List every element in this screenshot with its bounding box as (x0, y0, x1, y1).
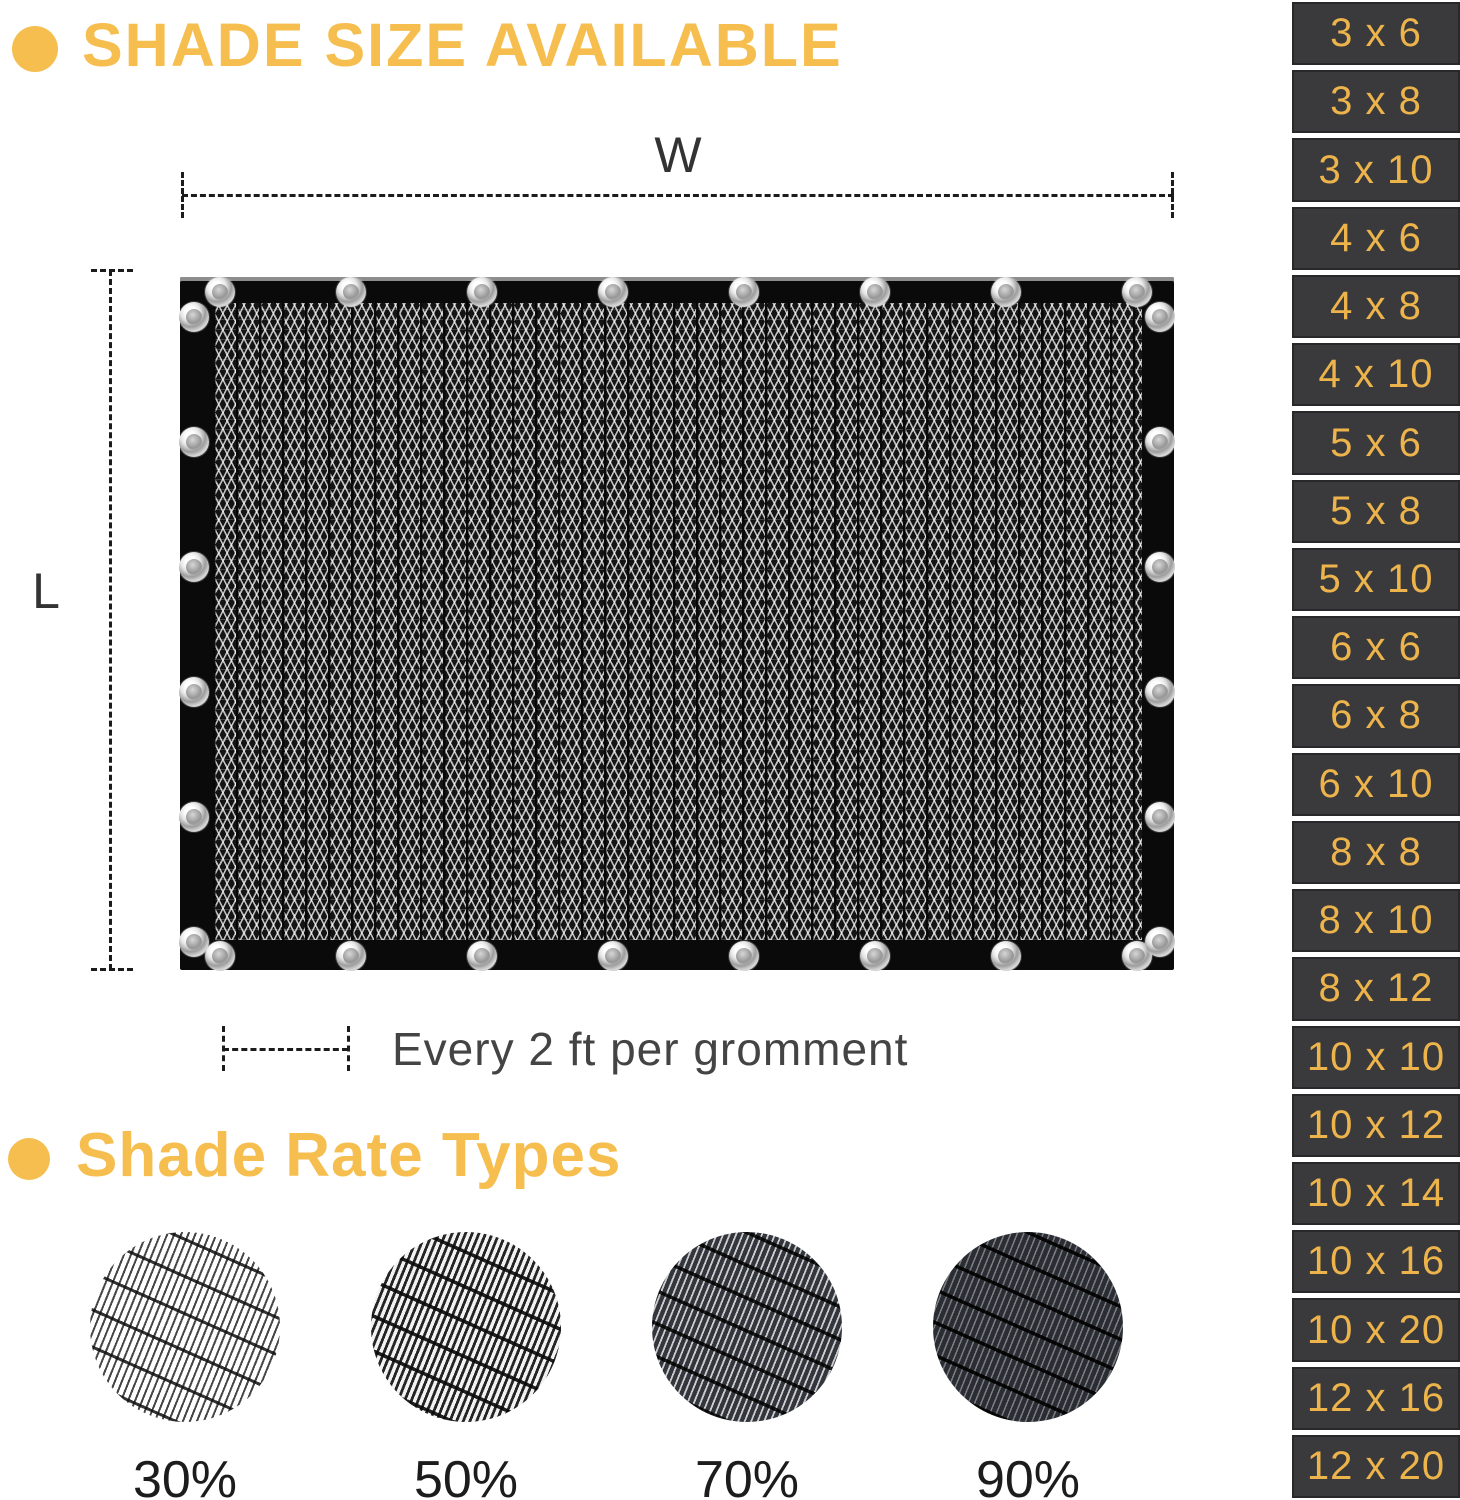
shade-mesh-texture (213, 303, 1142, 940)
grommet (205, 277, 235, 307)
grommet (1145, 802, 1175, 832)
shade-rate-title: Shade Rate Types (76, 1121, 622, 1190)
grommet (1145, 927, 1175, 957)
shade-size-title: SHADE SIZE AVAILABLE (82, 11, 843, 79)
size-chip: 5 x 10 (1292, 548, 1460, 611)
size-chip: 6 x 10 (1292, 753, 1460, 816)
size-chip: 4 x 6 (1292, 207, 1460, 270)
size-chip: 10 x 10 (1292, 1026, 1460, 1089)
mesh-sample-circle (652, 1232, 842, 1422)
size-chip: 12 x 16 (1292, 1367, 1460, 1430)
shade-rate-item (90, 1232, 280, 1500)
size-chip: 4 x 8 (1292, 275, 1460, 338)
grommet (1145, 427, 1175, 457)
grommet (729, 941, 759, 971)
grommet (860, 277, 890, 307)
grommet-spacing-note: Every 2 ft per gromment (392, 1023, 909, 1075)
size-chip: 10 x 12 (1292, 1094, 1460, 1157)
shade-rate-percent: 70% (694, 1451, 800, 1500)
size-chip: 3 x 10 (1292, 138, 1460, 201)
shade-rate-heading (8, 1120, 621, 1191)
shade-rate-item (652, 1232, 842, 1500)
bullet-icon (12, 26, 58, 72)
length-dimension-tick-top (91, 269, 133, 272)
size-chip: 8 x 12 (1292, 957, 1460, 1020)
grommet (467, 941, 497, 971)
grommet (598, 277, 628, 307)
grommet (467, 277, 497, 307)
size-chip: 4 x 10 (1292, 343, 1460, 406)
shade-rate-item (933, 1232, 1123, 1500)
size-chip: 10 x 14 (1292, 1162, 1460, 1225)
grommet (1145, 302, 1175, 332)
grommet (179, 802, 209, 832)
size-chip: 12 x 20 (1292, 1435, 1460, 1498)
length-label: L (32, 563, 60, 619)
size-chip: 10 x 20 (1292, 1298, 1460, 1361)
size-chip: 5 x 8 (1292, 480, 1460, 543)
width-dimension-tick-left (181, 172, 184, 218)
grommet (991, 941, 1021, 971)
grommet (179, 927, 209, 957)
shade-size-heading (12, 10, 843, 80)
grommet (598, 941, 628, 971)
size-list (1292, 0, 1460, 1500)
grommet (1145, 677, 1175, 707)
mesh-sample-circle (371, 1232, 561, 1422)
mesh-sample-circle (90, 1232, 280, 1422)
length-dimension-tick-bottom (91, 968, 133, 971)
size-chip: 8 x 10 (1292, 889, 1460, 952)
grommet-spacing-line (223, 1048, 348, 1051)
grommet (179, 302, 209, 332)
bullet-icon (8, 1138, 50, 1180)
grommet (1145, 552, 1175, 582)
grommet (179, 677, 209, 707)
width-dimension-line (182, 194, 1174, 197)
length-dimension-line (109, 270, 112, 970)
shade-rate-percent: 90% (975, 1451, 1081, 1500)
size-chip: 6 x 8 (1292, 684, 1460, 747)
grommet (991, 277, 1021, 307)
grommet (1122, 277, 1152, 307)
size-chip: 8 x 8 (1292, 821, 1460, 884)
shade-net (180, 277, 1174, 970)
shade-rate-item (371, 1232, 561, 1500)
size-chip: 3 x 8 (1292, 70, 1460, 133)
size-chip: 5 x 6 (1292, 411, 1460, 474)
grommet (336, 277, 366, 307)
grommet (179, 552, 209, 582)
shade-rate-percent: 50% (413, 1451, 519, 1500)
size-chip: 10 x 16 (1292, 1230, 1460, 1293)
width-label: W (654, 127, 702, 183)
size-chip: 6 x 6 (1292, 616, 1460, 679)
grommet (729, 277, 759, 307)
width-dimension-tick-right (1171, 172, 1174, 218)
grommet (205, 941, 235, 971)
grommet (860, 941, 890, 971)
grommet (179, 427, 209, 457)
mesh-sample-circle (933, 1232, 1123, 1422)
shade-rate-percent: 30% (132, 1451, 238, 1500)
grommet (336, 941, 366, 971)
size-chip: 3 x 6 (1292, 2, 1460, 65)
